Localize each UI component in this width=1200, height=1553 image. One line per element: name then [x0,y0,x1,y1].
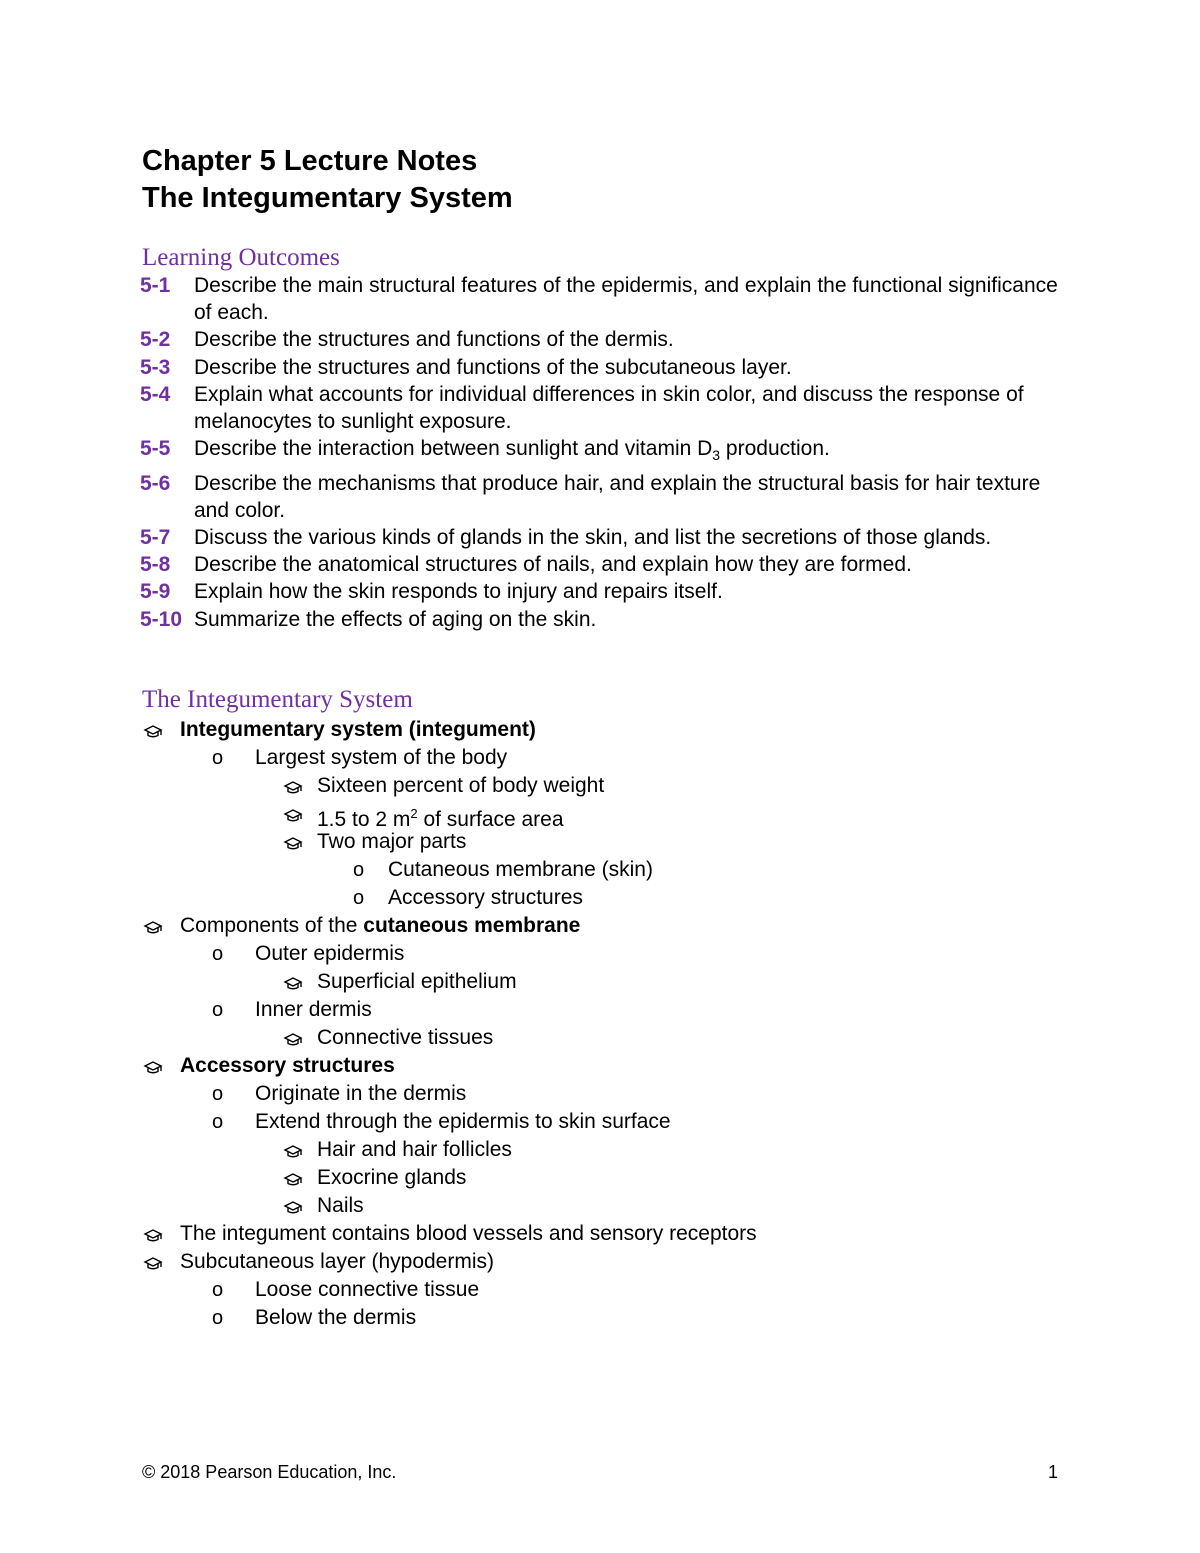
outline-item [143,1080,1063,1108]
outcome-text: Discuss the various kinds of glands in the skin, and list the secretions of those glands. [194,526,992,550]
outline-item [143,800,1063,831]
outline-text: Below the dermis [255,1306,417,1329]
learning-outcomes-heading: Learning Outcomes [142,244,340,271]
circle-bullet-icon: o [212,747,224,769]
pupil-icon [283,800,303,822]
circle-bullet-icon: o [212,943,224,965]
outline-text: Largest system of the body [255,746,508,769]
outline-text-bold: cutaneous membrane [363,914,581,937]
circle-bullet-icon: o [353,859,365,881]
outcome-number: 5-3 [140,355,171,379]
outline-item [143,1052,1063,1080]
outcome-number: 5-6 [140,471,171,495]
outcome-item [140,606,1060,633]
outcome-number: 5-7 [140,526,171,550]
outcome-item [140,381,1060,435]
outline-item [143,912,1063,940]
outline-item [143,996,1063,1024]
outline-item [143,968,1063,996]
pupil-icon [143,1220,163,1242]
outline-item [143,1136,1063,1164]
outcome-text: Describe the structures and functions of the dermis. [194,328,674,352]
pupil-icon [283,1164,303,1186]
outcome-text: Describe the mechanisms that produce hair, and explain the structural basis for hair texture and color. [194,471,1041,522]
pupil-icon [283,1136,303,1158]
outline-item [143,1248,1063,1276]
outcome-item [140,524,1060,551]
outline-item [143,1220,1063,1248]
pupil-icon [283,968,303,990]
outline-text: Cutaneous membrane (skin) [388,858,653,881]
outcome-item [140,354,1060,381]
page-number: 1 [1047,1462,1058,1482]
title-line-1: Chapter 5 Lecture Notes [142,145,478,177]
pupil-icon [283,828,303,850]
outcome-text-part: Describe the interaction between sunlight and vitamin D [194,437,713,461]
outcome-text: Summarize the effects of aging on the skin. [194,607,597,631]
copyright-notice: © 2018 Pearson Education, Inc. [142,1462,397,1482]
outline-item [143,1024,1063,1052]
outcome-item [140,326,1060,353]
circle-bullet-icon: o [212,1083,224,1105]
circle-bullet-icon: o [212,1279,224,1301]
outcome-text: Describe the anatomical structures of nails, and explain how they are formed. [194,553,912,577]
outline-text: Integumentary system (integument) [180,718,536,741]
outline-text: The integument contains blood vessels and sensory receptors [180,1222,757,1245]
outline-text: Extend through the epidermis to skin surface [255,1110,671,1133]
pupil-icon [143,1248,163,1270]
outline-item [143,884,1063,912]
outline-item [143,716,1063,744]
pupil-icon [143,716,163,738]
superscript: 2 [410,806,418,821]
page-title [142,143,513,217]
pupil-icon [283,1192,303,1214]
outline-item [143,828,1063,856]
pupil-icon [143,912,163,934]
outline-text: Two major parts [317,830,467,853]
outline-text: Loose connective tissue [255,1278,480,1301]
outcome-number: 5-2 [140,328,171,352]
outline-text: Accessory structures [388,886,583,909]
outcome-number: 5-8 [140,553,171,577]
outcome-number: 5-1 [140,274,171,297]
circle-bullet-icon: o [212,1307,224,1329]
outline-item [143,1304,1063,1332]
outline-text: Exocrine glands [317,1166,467,1189]
outline-item [143,744,1063,772]
outline-item [143,1108,1063,1136]
outline-item [143,1276,1063,1304]
outcome-text: Describe the main structural features of the epidermis, and explain the functional significance of each. [194,274,1058,325]
outline-text: Inner dermis [255,998,372,1021]
outcome-text: Explain how the skin responds to injury and repairs itself. [194,580,723,604]
outcome-text: Describe the structures and functions of the subcutaneous layer. [194,355,792,379]
outcome-text-part: production. [720,437,830,461]
outline-text-part: 1.5 to 2 m [317,808,411,831]
outline-item [143,1192,1063,1220]
outline-text-part: Components of the [180,914,364,937]
outline-text: Connective tissues [317,1026,494,1049]
outcome-number: 5-9 [140,580,171,604]
outline-text: Sixteen percent of body weight [317,774,605,797]
title-line-2: The Integumentary System [142,182,513,214]
circle-bullet-icon: o [212,999,224,1021]
outline-item [143,1164,1063,1192]
outline-text: Outer epidermis [255,942,405,965]
outcome-text: Explain what accounts for individual differences in skin color, and discuss the response of melanocytes to sunlight exposure. [194,382,1024,434]
outcome-item [140,578,1060,605]
outline-text: Nails [317,1194,364,1217]
circle-bullet-icon: o [353,887,365,909]
vitamin-subscript: 3 [712,447,721,464]
outline-list [143,716,1063,1332]
outline-text: Originate in the dermis [255,1082,467,1105]
outcome-number: 5-5 [140,437,171,461]
outline-item [143,772,1063,800]
outline-item [143,940,1063,968]
pupil-icon [143,1052,163,1074]
section-heading: The Integumentary System [142,686,413,713]
outcome-item [140,551,1060,578]
outcome-number: 5-4 [140,382,171,406]
outline-text: Superficial epithelium [317,970,517,993]
outline-item [143,856,1063,884]
outcome-item [140,272,1060,326]
outline-text [180,912,580,940]
outcome-item [140,470,1060,524]
outcome-text [194,435,1060,469]
page-footer [142,1461,1058,1483]
outcome-number: 5-10 [140,607,183,631]
outcome-item [140,435,1060,469]
outline-text: Hair and hair follicles [317,1138,512,1161]
outline-text: Subcutaneous layer (hypodermis) [180,1250,494,1273]
outline-text: Accessory structures [180,1054,395,1077]
pupil-icon [283,1024,303,1046]
pupil-icon [283,772,303,794]
learning-outcomes-list [140,272,1060,633]
outline-text-part: of surface area [417,808,564,831]
circle-bullet-icon: o [212,1111,224,1133]
